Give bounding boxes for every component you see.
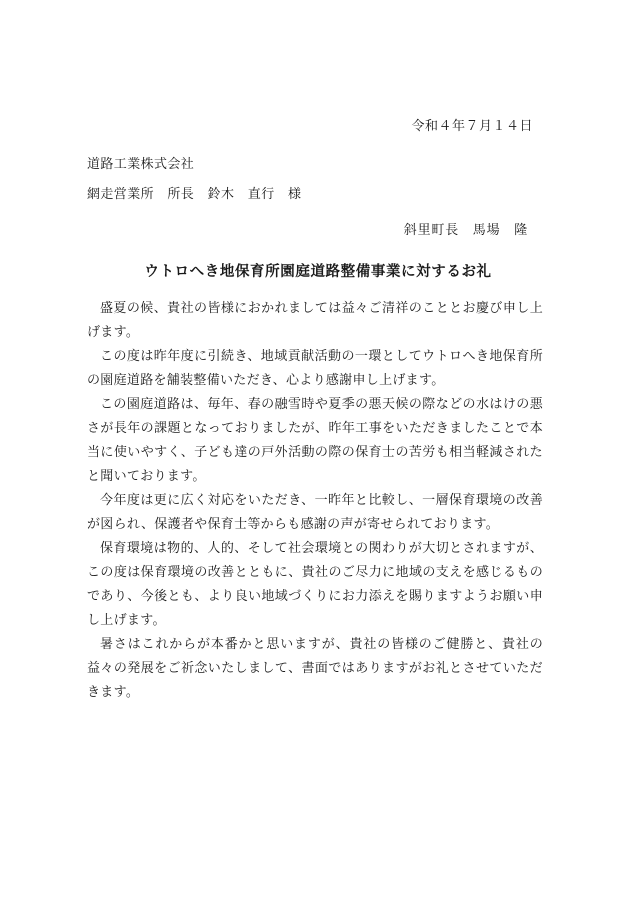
paragraph-environment: 保育環境は物的、人的、そして社会環境との関わりが大切とされますが、この度は保育環境の改善とともに、貴社のご尽力に地域の支えを感じるものであり、今後とも、より良い地域づくりにお力添えを賜りますようお願い申し上げます。 <box>87 541 543 628</box>
letter-date: 令和４年７月１４日 <box>411 119 533 134</box>
paragraph-greeting: 盛夏の候、貴社の皆様におかれましては益々ご清祥のこととお慶び申し上げます。 <box>87 301 543 340</box>
letter-title: ウトロへき地保育所園庭道路整備事業に対するお礼 <box>144 263 492 280</box>
paragraph-this-year: 今年度は更に広く対応をいただき、一昨年と比較し、一層保育環境の改善が図られ、保護者や保育士等からも感謝の声が寄せられております。 <box>87 493 543 532</box>
recipient-office: 網走営業所 所長 鈴木 直行 様 <box>87 187 302 202</box>
recipient-company: 道路工業株式会社 <box>87 157 195 172</box>
paragraph-closing: 暑さはこれからが本番かと思いますが、貴社の皆様のご健勝と、貴社の益々の発展をご祈念いたしまして、書面ではありますがお礼とさせていただきます。 <box>87 637 543 700</box>
paragraph-background: この園庭道路は、毎年、春の融雪時や夏季の悪天候の際などの水はけの悪さが長年の課題となっておりましたが、昨年工事をいただきましたことで本当に使いやすく、子ども達の戸外活動の際の保育士の苦労も相当軽減されたと聞いております。 <box>87 397 543 484</box>
sender-name: 斜里町長 馬場 隆 <box>403 223 528 238</box>
recipient-block <box>87 150 301 210</box>
paragraph-thanks: この度は昨年度に引続き、地域貢献活動の一環としてウトロへき地保育所の園庭道路を舗装整備いただき、心より感謝申し上げます。 <box>87 349 543 388</box>
letter-body <box>87 297 543 705</box>
